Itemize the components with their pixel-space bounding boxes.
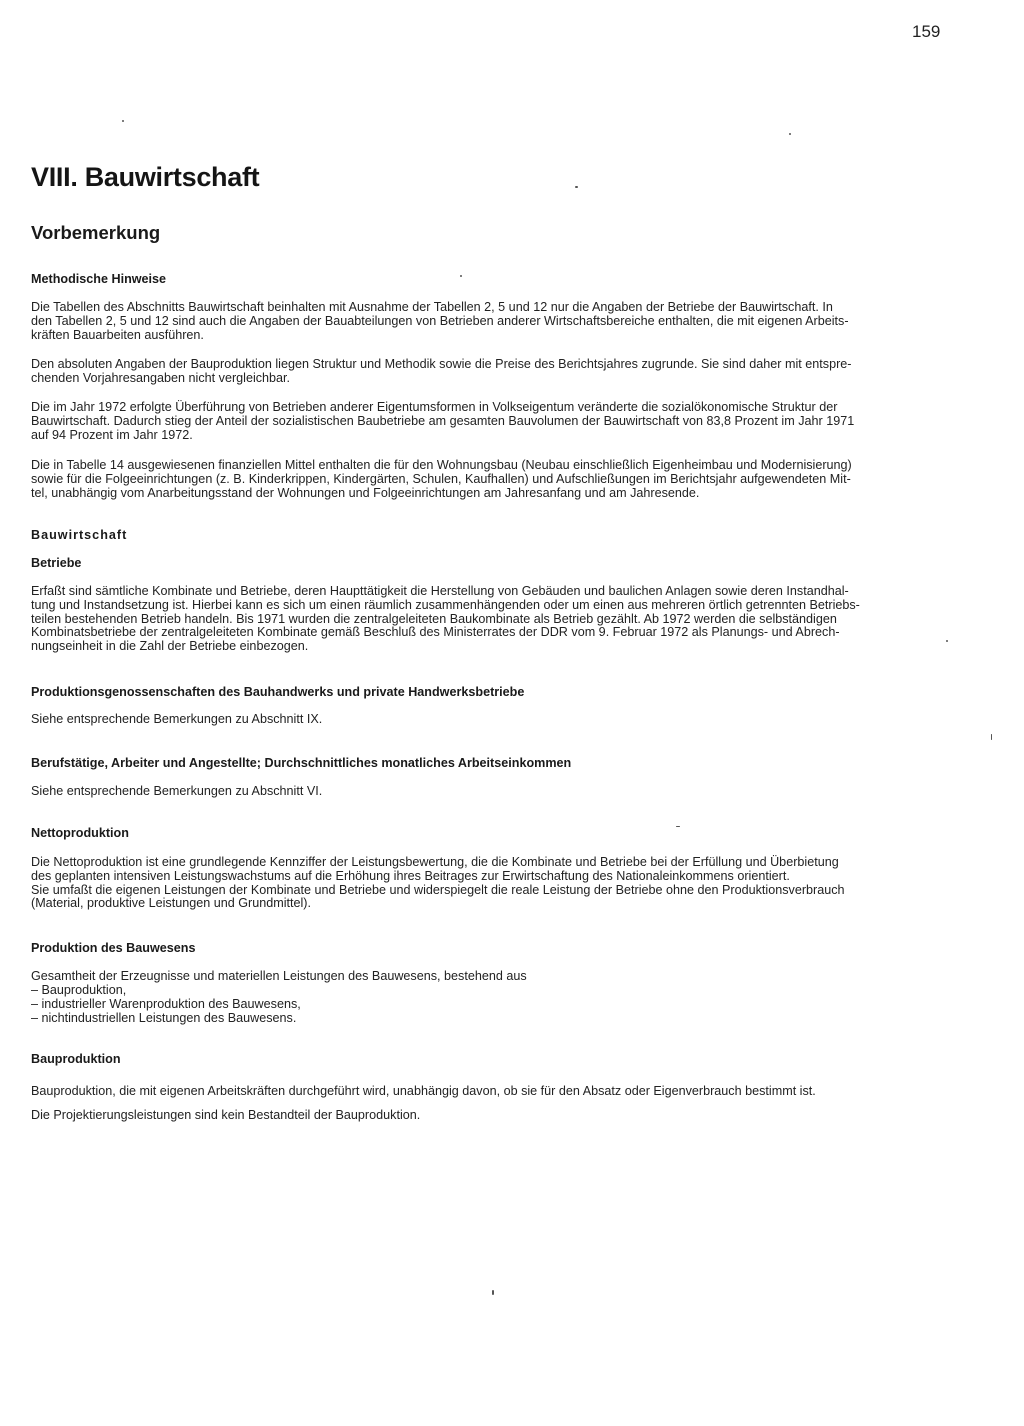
scan-speck (789, 133, 791, 135)
text-line: Die Nettoproduktion ist eine grundlegende Kennziffer der Leistungsbewertung, die die Kombinate und Betriebe bei der Erfüllung und Überbietung (31, 855, 839, 869)
text-line: kräften Bauarbeiten ausführen. (31, 327, 204, 342)
methodische-hinweise-heading: Methodische Hinweise (31, 272, 167, 286)
berufstaetige-text: Siehe entsprechende Bemerkungen zu Abschnitt VI. (31, 784, 323, 798)
methodische-paragraph-2 (31, 358, 944, 386)
nettoproduktion-heading: Nettoproduktion (31, 826, 129, 840)
text-line: Die im Jahr 1972 erfolgte Überführung von Betrieben anderer Eigentumsformen in Volkseigentum veränderte die sozialökonomische Struktur der (31, 400, 838, 414)
pgh-heading: Produktionsgenossenschaften des Bauhandwerks und private Handwerksbetriebe (31, 685, 525, 699)
berufstaetige-heading: Berufstätige, Arbeiter und Angestellte; Durchschnittliches monatliches Arbeitseinkommen (31, 756, 572, 770)
text-line: Bauwirtschaft. Dadurch stieg der Anteil der sozialistischen Baubetriebe am gesamten Bauvolumen der Bauwirtschaft von 83,8 Prozent im Jahr 1971 (31, 413, 855, 428)
produktion-bauwesens-heading: Produktion des Bauwesens (31, 941, 196, 955)
text-line: Die Tabellen des Abschnitts Bauwirtschaft beinhalten mit Ausnahme der Tabellen 2, 5 und 12 nur die Angaben der Betriebe der Bauwirtschaft. In (31, 300, 833, 314)
betriebe-paragraph (31, 585, 944, 654)
bauproduktion-paragraph-1: Bauproduktion, die mit eigenen Arbeitskräften durchgeführt wird, unabhängig davon, ob sie für den Absatz oder Eigenverbrauch bestimmt ist. (31, 1084, 816, 1098)
scan-speck (492, 1290, 494, 1295)
scan-speck (991, 734, 992, 740)
nettoproduktion-paragraph (31, 856, 944, 911)
bauproduktion-paragraph-2: Die Projektierungsleistungen sind kein Bestandteil der Bauproduktion. (31, 1108, 421, 1122)
bauproduktion-heading: Bauproduktion (31, 1052, 121, 1066)
betriebe-heading: Betriebe (31, 556, 82, 570)
produktion-bauwesens-intro: Gesamtheit der Erzeugnisse und materiellen Leistungen des Bauwesens, bestehend aus (31, 969, 527, 983)
text-line: des geplanten intensiven Leistungswachstums auf die Erhöhung ihres Beitrages zur Erwirtschaftung des Nationaleinkommens orientiert. (31, 868, 790, 883)
list-item: – industrieller Warenproduktion des Bauwesens, (31, 996, 301, 1011)
text-line: sowie für die Folgeeinrichtungen (z. B. Kinderkrippen, Kindergärten, Schulen, Kaufhallen) und Aufschließungen im Berichtsjahr aufgewendeten Mit- (31, 471, 851, 486)
text-line: Den absoluten Angaben der Bauproduktion liegen Struktur und Methodik sowie die Preise des Berichtsjahres zugrunde. Sie sind daher mit entspre- (31, 357, 852, 371)
list-item: – nichtindustriellen Leistungen des Bauwesens. (31, 1010, 297, 1025)
bauwirtschaft-heading: Bauwirtschaft (31, 528, 128, 542)
scan-speck (946, 640, 948, 642)
section-title: Vorbemerkung (31, 222, 161, 243)
text-line: nungseinheit in die Zahl der Betriebe einbezogen. (31, 639, 309, 654)
text-line: tel, unabhängig vom Anarbeitungsstand der Wohnungen und Folgeeinrichtungen am Jahresanfang und am Jahresende. (31, 485, 700, 500)
methodische-paragraph-1 (31, 301, 944, 342)
pgh-text: Siehe entsprechende Bemerkungen zu Abschnitt IX. (31, 712, 323, 726)
chapter-title: VIII. Bauwirtschaft (31, 162, 260, 192)
scan-speck (122, 120, 124, 122)
list-item: – Bauproduktion, (31, 983, 127, 997)
text-line: auf 94 Prozent im Jahr 1972. (31, 427, 193, 442)
scan-speck (676, 826, 680, 827)
scan-speck (460, 275, 462, 277)
methodische-paragraph-4 (31, 459, 944, 500)
text-line: Erfaßt sind sämtliche Kombinate und Betriebe, deren Haupttätigkeit die Herstellung von Gebäuden und baulichen Anlagen sowie deren Instandhal- (31, 584, 849, 598)
text-line: teilen bestehenden Betrieb handeln. Bis 1971 wurden die zentralgeleiteten Baukombinate als Betrieb gezählt. Ab 1972 werden die selbständigen (31, 611, 837, 626)
methodische-paragraph-3 (31, 401, 944, 442)
text-line: (Material, produktive Leistungen und Grundmittel). (31, 896, 312, 911)
text-line: den Tabellen 2, 5 und 12 sind auch die Angaben der Bauabteilungen von Betrieben anderer Wirtschaftsbereiche enthalten, die mit eigenen Arbeits- (31, 313, 849, 328)
scan-speck (575, 186, 578, 188)
page-number: 159 (912, 22, 941, 41)
text-line: chenden Vorjahresangaben nicht vergleichbar. (31, 370, 291, 385)
produktion-bauwesens-list (31, 984, 301, 1025)
text-line: Die in Tabelle 14 ausgewiesenen finanziellen Mittel enthalten die für den Wohnungsbau (Neubau einschließlich Eigenheimbau und Modernisierung) (31, 458, 852, 472)
text-line: Sie umfaßt die eigenen Leistungen der Kombinate und Betriebe und widerspiegelt die reale Leistung der Betriebe ohne den Produktionsverbrauch (31, 882, 845, 897)
text-line: tung und Instandsetzung ist. Hierbei kann es sich um einen räumlich zusammenhängenden oder um einen aus mehreren örtlich getrennten Betriebs- (31, 597, 860, 612)
text-line: Kombinatsbetriebe der zentralgeleiteten Kombinate gemäß Beschluß des Ministerrates der DDR vom 9. Februar 1972 als Planungs- und Abrech- (31, 625, 840, 640)
